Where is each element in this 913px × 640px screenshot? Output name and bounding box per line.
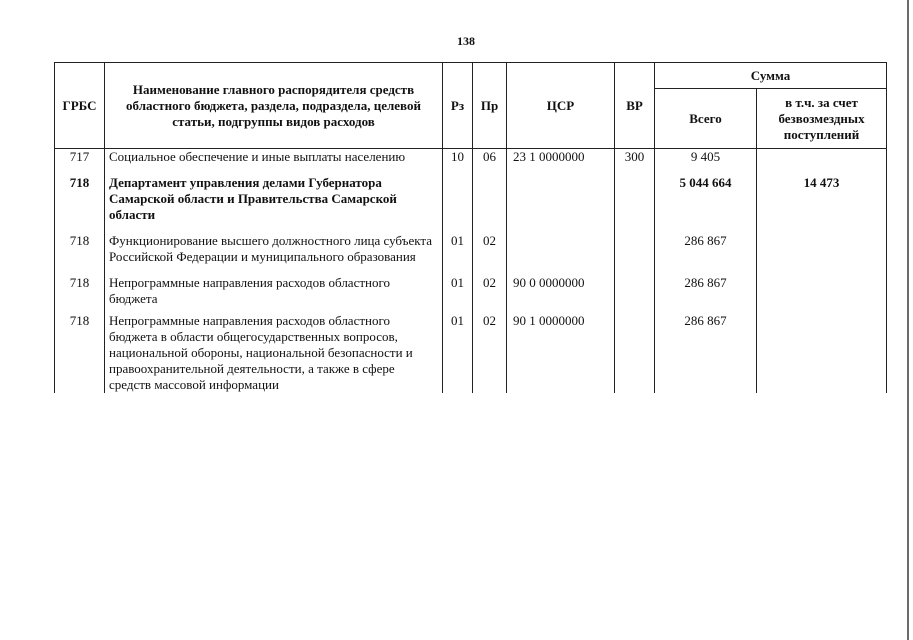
cell-vr xyxy=(615,233,655,265)
cell-name: Непрограммные направления расходов областного бюджета в области общегосударственных вопросов, национальной обороны, национальной безопасности и правоохранительной деятельности, а также в сфере средств массовой информации xyxy=(105,313,443,393)
cell-pr: 02 xyxy=(473,233,507,265)
cell-total: 5 044 664 xyxy=(655,175,757,223)
header-rz: Рз xyxy=(443,63,473,149)
cell-total: 9 405 xyxy=(655,149,757,166)
table-row xyxy=(55,233,887,265)
cell-grbs: 718 xyxy=(55,175,105,223)
cell-rz xyxy=(443,175,473,223)
cell-vr xyxy=(615,313,655,393)
header-pr: Пр xyxy=(473,63,507,149)
cell-vr xyxy=(615,175,655,223)
table-row xyxy=(55,275,887,307)
cell-rz: 10 xyxy=(443,149,473,166)
header-sum: Сумма xyxy=(655,63,887,89)
table-header xyxy=(55,63,887,149)
cell-csr: 90 0 0000000 xyxy=(507,275,615,307)
row-spacer xyxy=(55,223,887,233)
cell-name: Социальное обеспечение и иные выплаты населению xyxy=(105,149,443,166)
table-row xyxy=(55,175,887,223)
cell-csr xyxy=(507,233,615,265)
cell-grbs: 718 xyxy=(55,313,105,393)
cell-pr xyxy=(473,175,507,223)
cell-csr xyxy=(507,175,615,223)
cell-vr xyxy=(615,275,655,307)
cell-total: 286 867 xyxy=(655,313,757,393)
page-number: 138 xyxy=(457,34,475,48)
cell-rz: 01 xyxy=(443,275,473,307)
cell-grbs: 717 xyxy=(55,149,105,166)
cell-free xyxy=(757,313,887,393)
header-name: Наименование главного распорядителя средств областного бюджета, раздела, подраздела, целевой статьи, подгруппы видов расходов xyxy=(105,63,443,149)
cell-free xyxy=(757,233,887,265)
cell-pr: 02 xyxy=(473,313,507,393)
cell-total: 286 867 xyxy=(655,275,757,307)
cell-vr: 300 xyxy=(615,149,655,166)
cell-pr: 02 xyxy=(473,275,507,307)
header-free: в т.ч. за счет безвозмездных поступлений xyxy=(757,89,887,149)
table-row xyxy=(55,313,887,393)
cell-csr: 23 1 0000000 xyxy=(507,149,615,166)
table-row xyxy=(55,149,887,166)
budget-table xyxy=(54,62,887,393)
cell-rz: 01 xyxy=(443,233,473,265)
cell-grbs: 718 xyxy=(55,233,105,265)
cell-grbs: 718 xyxy=(55,275,105,307)
cell-csr: 90 1 0000000 xyxy=(507,313,615,393)
cell-total: 286 867 xyxy=(655,233,757,265)
scan-edge-line xyxy=(907,0,909,640)
header-grbs: ГРБС xyxy=(55,63,105,149)
header-csr: ЦСР xyxy=(507,63,615,149)
cell-pr: 06 xyxy=(473,149,507,166)
header-total: Всего xyxy=(655,89,757,149)
row-spacer xyxy=(55,165,887,175)
row-spacer xyxy=(55,265,887,275)
cell-rz: 01 xyxy=(443,313,473,393)
cell-free: 14 473 xyxy=(757,175,887,223)
cell-name: Функционирование высшего должностного лица субъекта Российской Федерации и муниципального образования xyxy=(105,233,443,265)
cell-free xyxy=(757,275,887,307)
cell-name: Департамент управления делами Губернатора Самарской области и Правительства Самарской области xyxy=(105,175,443,223)
header-vr: ВР xyxy=(615,63,655,149)
cell-name: Непрограммные направления расходов областного бюджета xyxy=(105,275,443,307)
cell-free xyxy=(757,149,887,166)
